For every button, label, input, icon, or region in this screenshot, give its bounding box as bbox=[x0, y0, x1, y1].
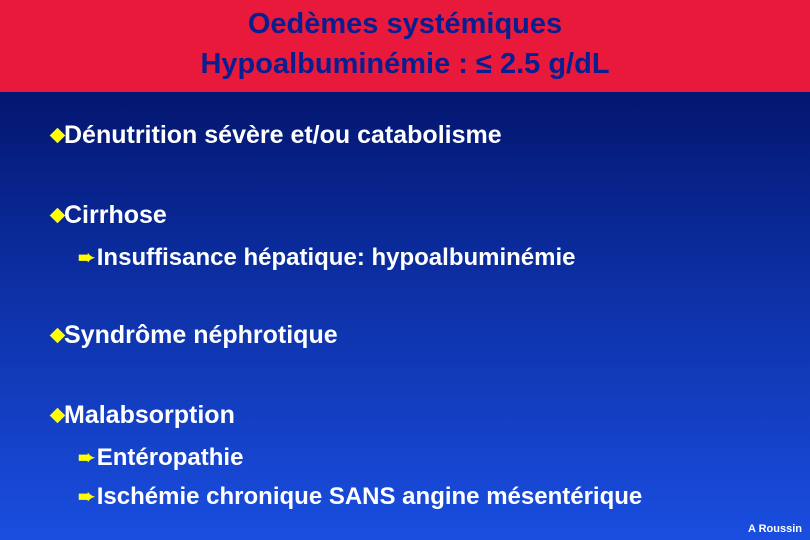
sub-bullet-item bbox=[78, 483, 642, 512]
bullet-text: Dénutrition sévère et/ou catabolisme bbox=[64, 121, 502, 149]
diamond-bullet-icon bbox=[50, 208, 66, 224]
arrow-right-icon: ➨ bbox=[78, 247, 95, 269]
bullet-text: Cirrhose bbox=[64, 201, 167, 229]
diamond-bullet-icon bbox=[50, 128, 66, 144]
title-band bbox=[0, 0, 810, 92]
sub-bullet-text: Entéropathie bbox=[96, 444, 244, 471]
diamond-bullet-icon bbox=[50, 328, 66, 344]
arrow-right-icon: ➨ bbox=[78, 447, 95, 469]
author-credit: A Roussin bbox=[748, 523, 802, 535]
slide-subtitle: Hypoalbuminémie : ≤ 2.5 g/dL bbox=[200, 48, 610, 80]
bullet-text: Syndrôme néphrotique bbox=[64, 321, 338, 349]
sub-bullet-item bbox=[78, 244, 576, 273]
sub-bullet-item bbox=[78, 444, 243, 473]
arrow-right-icon: ➨ bbox=[78, 486, 95, 508]
bullet-text: Malabsorption bbox=[64, 401, 235, 429]
slide-title: Oedèmes systémiques bbox=[247, 8, 563, 40]
diamond-bullet-icon bbox=[50, 408, 66, 424]
sub-bullet-text: Insuffisance hépatique: hypoalbuminémie bbox=[96, 244, 576, 271]
sub-bullet-text: Ischémie chronique SANS angine mésentérique bbox=[96, 483, 643, 510]
